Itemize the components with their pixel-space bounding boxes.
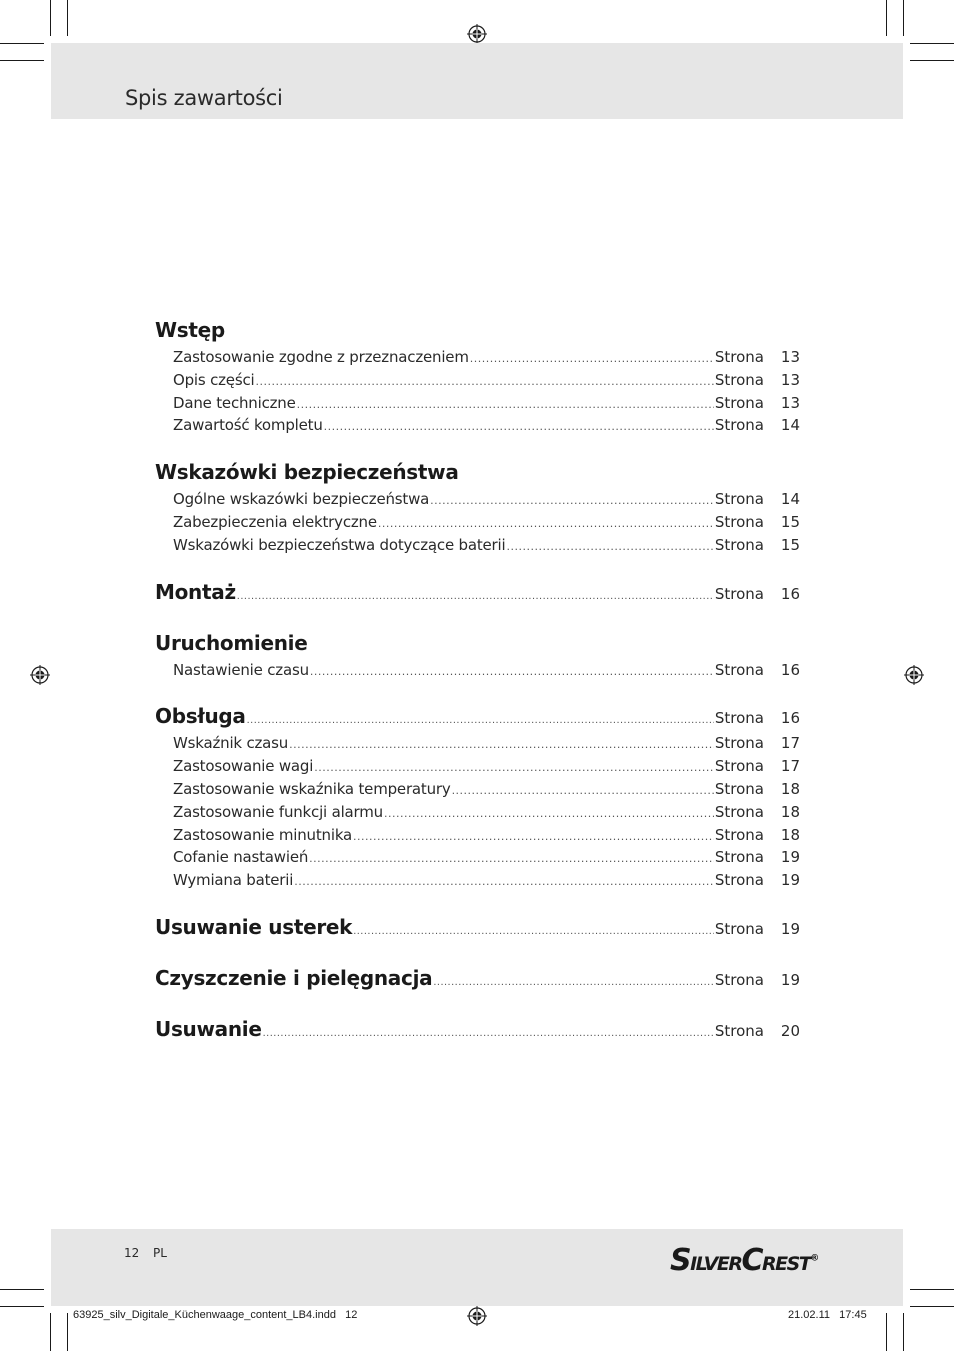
registration-mark-icon <box>30 665 50 685</box>
toc-section-title: Wskazówki bezpieczeństwa <box>155 460 459 485</box>
toc-entry[interactable] <box>155 536 800 559</box>
leader-dots <box>309 852 714 865</box>
toc-section <box>155 460 800 558</box>
toc-entry[interactable] <box>155 490 800 513</box>
language-code: PL <box>153 1246 167 1260</box>
toc-page-number: 19 <box>780 848 800 867</box>
toc-section <box>155 580 800 610</box>
crop-mark <box>0 43 44 44</box>
toc-section-heading[interactable] <box>155 318 800 348</box>
toc-entry-label: Ogólne wskazówki bezpieczeństwa <box>173 490 430 509</box>
leader-dots <box>289 738 714 751</box>
toc-section-heading[interactable] <box>155 1017 800 1047</box>
leader-dots <box>353 830 714 843</box>
strona-label: Strona <box>714 348 764 366</box>
crop-mark <box>0 1289 44 1290</box>
toc-entry-label: Zastosowanie minutnika <box>173 825 353 844</box>
leader-dots <box>470 352 714 365</box>
toc-page-number: 15 <box>780 512 800 531</box>
toc-page-number: 17 <box>780 757 800 776</box>
crop-mark <box>903 0 904 36</box>
crop-mark <box>910 1289 954 1290</box>
toc-page-number: 18 <box>780 825 800 844</box>
toc-entry[interactable] <box>155 780 800 803</box>
toc-section-title: Montaż <box>155 579 236 604</box>
strona-label: Strona <box>714 825 764 844</box>
toc-page-number: 18 <box>780 802 800 821</box>
toc-section-heading[interactable] <box>155 460 800 490</box>
crop-mark <box>910 43 954 44</box>
toc-entry[interactable] <box>155 871 800 894</box>
strona-label: Strona <box>714 709 764 728</box>
toc-entry-label: Zabezpieczenia elektryczne <box>173 512 377 531</box>
toc-section <box>155 631 800 684</box>
leader-dots <box>310 665 714 678</box>
leader-dots <box>430 494 714 507</box>
strona-label: Strona <box>714 490 764 509</box>
toc-page-number: 15 <box>780 535 800 554</box>
strona-label: Strona <box>714 757 764 776</box>
toc-entry[interactable] <box>155 734 800 757</box>
strona-label: Strona <box>714 779 764 798</box>
toc-section <box>155 966 800 996</box>
crop-mark <box>50 0 51 36</box>
strona-label: Strona <box>714 919 764 938</box>
toc-section-title: Usuwanie <box>155 1016 262 1041</box>
leader-dots <box>237 590 714 602</box>
toc-entry-label: Zastosowanie funkcji alarmu <box>173 802 383 821</box>
leader-dots <box>297 398 714 411</box>
leader-dots <box>247 714 714 726</box>
page-number: 12 <box>124 1246 140 1260</box>
leader-dots <box>378 517 714 530</box>
crop-mark <box>50 1313 51 1351</box>
strona-label: Strona <box>714 871 764 890</box>
leader-dots <box>452 784 714 797</box>
toc-page-number: 13 <box>780 348 800 366</box>
toc-entry-label: Zawartość kompletu <box>173 416 323 435</box>
strona-label: Strona <box>714 535 764 554</box>
toc-page-number: 13 <box>780 370 800 389</box>
toc-page-number: 13 <box>780 393 800 412</box>
strona-label: Strona <box>714 970 764 989</box>
toc-entry-label: Zastosowanie zgodne z przeznaczeniem <box>173 348 469 366</box>
strona-label: Strona <box>714 512 764 531</box>
strona-label: Strona <box>714 734 764 753</box>
crop-mark <box>886 0 887 36</box>
toc-entry-label: Dane techniczne <box>173 393 296 412</box>
crop-mark <box>0 1306 44 1307</box>
toc-section <box>155 704 800 894</box>
toc-page-number: 19 <box>780 919 800 938</box>
strona-label: Strona <box>714 1021 764 1040</box>
strona-label: Strona <box>714 660 764 679</box>
toc-entry[interactable] <box>155 416 800 439</box>
toc-entry[interactable] <box>155 394 800 417</box>
leader-dots <box>294 875 714 888</box>
page-title: Spis zawartości <box>125 86 283 110</box>
crop-mark <box>910 60 954 61</box>
toc-entry[interactable] <box>155 513 800 536</box>
toc-section <box>155 915 800 945</box>
toc-entry-label: Zastosowanie wskaźnika temperatury <box>173 779 451 798</box>
toc-page-number: 17 <box>780 734 800 753</box>
toc-page-number: 16 <box>780 584 800 603</box>
toc-section-heading[interactable] <box>155 704 800 734</box>
toc-section-title: Usuwanie usterek <box>155 914 353 939</box>
leader-dots <box>384 807 714 820</box>
toc-page-number: 19 <box>780 970 800 989</box>
toc-page-number: 16 <box>780 709 800 728</box>
toc-page-number: 18 <box>780 779 800 798</box>
toc-entry-label: Wskazówki bezpieczeństwa dotyczące baterii <box>173 535 506 554</box>
toc-section-title: Obsługa <box>155 704 246 729</box>
toc-entry-label: Nastawienie czasu <box>173 660 309 679</box>
print-slug-file: 63925_silv_Digitale_Küchenwaage_content_LB4.indd 12 <box>73 1309 358 1321</box>
crop-mark <box>67 1313 68 1351</box>
leader-dots <box>433 976 714 988</box>
toc-section-heading[interactable] <box>155 966 800 996</box>
print-slug-date: 21.02.11 17:45 <box>788 1309 867 1321</box>
brand-logo: SILVERCREST® <box>670 1243 820 1278</box>
leader-dots <box>353 925 714 937</box>
toc-page-number: 19 <box>780 871 800 890</box>
toc-entry[interactable] <box>155 348 800 371</box>
toc-section <box>155 318 800 439</box>
toc-section-title: Czyszczenie i pielęgnacja <box>155 965 433 990</box>
crop-mark <box>67 0 68 36</box>
toc-entry-label: Zastosowanie wagi <box>173 757 314 776</box>
toc-entry-label: Opis części <box>173 370 255 389</box>
toc-entry-label: Cofanie nastawień <box>173 848 309 867</box>
toc-entry-label: Wskaźnik czasu <box>173 734 289 753</box>
leader-dots <box>324 420 714 433</box>
toc-entry[interactable] <box>155 757 800 780</box>
strona-label: Strona <box>714 393 764 412</box>
registration-mark-icon <box>904 665 924 685</box>
strona-label: Strona <box>714 848 764 867</box>
toc-entry[interactable] <box>155 848 800 871</box>
leader-dots <box>263 1027 714 1039</box>
toc-entry-label: Wymiana baterii <box>173 871 294 890</box>
toc-page-number: 16 <box>780 660 800 679</box>
strona-label: Strona <box>714 802 764 821</box>
toc-section-title: Uruchomienie <box>155 630 308 655</box>
registration-mark-icon <box>467 24 487 44</box>
toc-section-heading[interactable] <box>155 915 800 945</box>
toc-section-heading[interactable] <box>155 631 800 661</box>
crop-mark <box>903 1313 904 1351</box>
toc-entry[interactable] <box>155 371 800 394</box>
crop-mark <box>910 1306 954 1307</box>
toc-page-number: 14 <box>780 416 800 435</box>
leader-dots <box>255 375 713 388</box>
strona-label: Strona <box>714 584 764 603</box>
crop-mark <box>886 1313 887 1351</box>
registration-mark-icon <box>467 1306 487 1326</box>
toc-section-heading[interactable] <box>155 580 800 610</box>
strona-label: Strona <box>714 416 764 435</box>
toc-entry[interactable] <box>155 803 800 826</box>
crop-mark <box>0 60 44 61</box>
strona-label: Strona <box>714 370 764 389</box>
toc-page-number: 14 <box>780 490 800 509</box>
toc-section <box>155 1017 800 1047</box>
leader-dots <box>506 540 713 553</box>
toc-page-number: 20 <box>780 1021 800 1040</box>
leader-dots <box>314 761 714 774</box>
toc-entry[interactable] <box>155 661 800 684</box>
table-of-contents <box>155 318 800 1047</box>
toc-section-title: Wstęp <box>155 318 225 342</box>
toc-entry[interactable] <box>155 826 800 849</box>
